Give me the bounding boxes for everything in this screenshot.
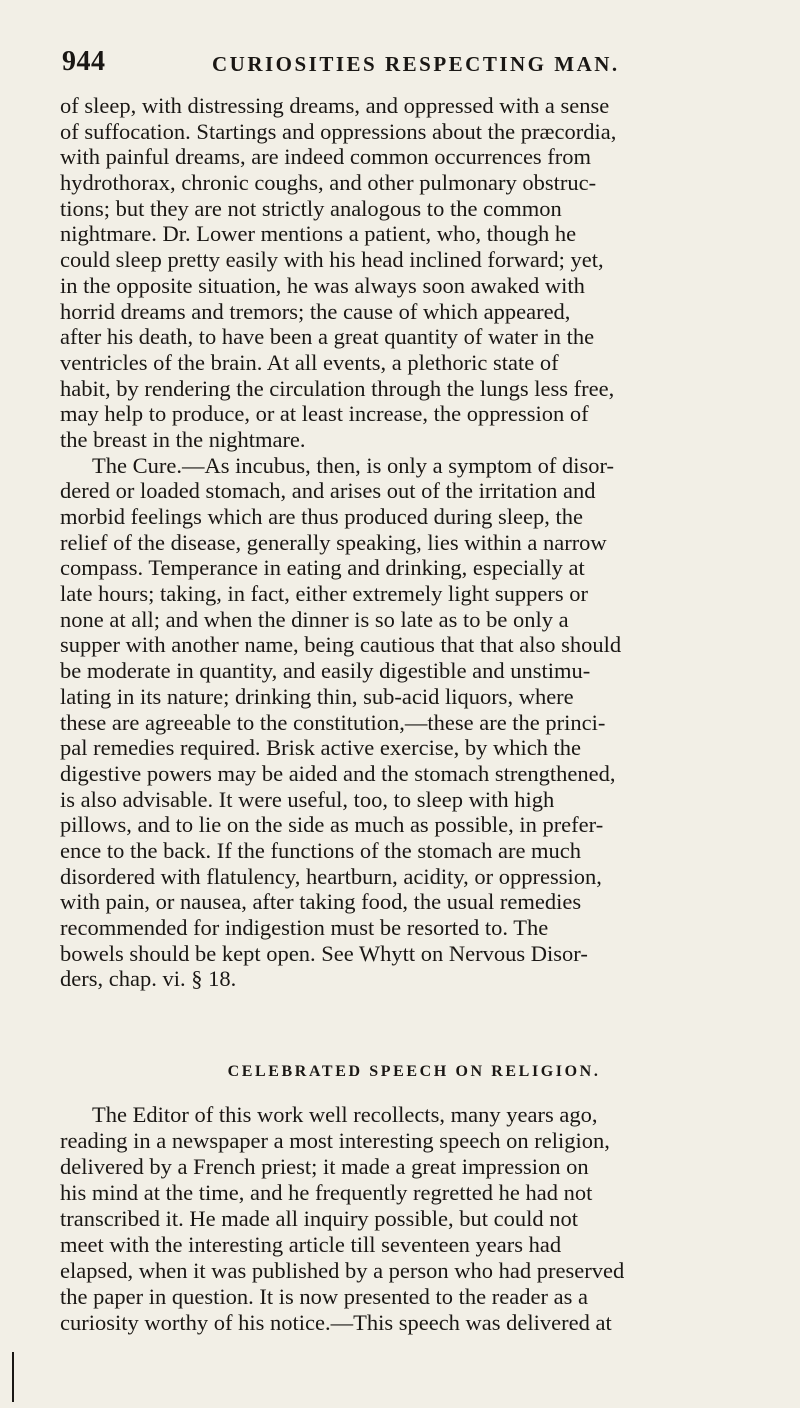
text-line: his mind at the time, and he frequently regretted he had not — [60, 1180, 593, 1206]
nightmare-section — [60, 93, 768, 992]
text-line: meet with the interesting article till seventeen years had — [60, 1232, 562, 1258]
text-line: none at all; and when the dinner is so late as to be only a — [60, 606, 569, 632]
text-line: digestive powers may be aided and the stomach strengthened, — [60, 760, 616, 786]
page-body — [60, 93, 768, 1336]
text-line: hydrothorax, chronic coughs, and other pulmonary obstruc- — [60, 170, 597, 196]
speech-section — [60, 1102, 768, 1336]
page-edge-mark — [12, 1352, 14, 1402]
text-line: after his death, to have been a great quantity of water in the — [60, 324, 595, 350]
text-line: these are agreeable to the constitution,—these are the princi- — [60, 709, 606, 735]
page-number: 944 — [62, 46, 106, 77]
text-line: ders, chap. vi. § 18. — [60, 966, 237, 992]
text-line: transcribed it. He made all inquiry possible, but could not — [60, 1206, 579, 1232]
text-line: habit, by rendering the circulation through the lungs less free, — [60, 375, 615, 401]
text-line: lating in its nature; drinking thin, sub-acid liquors, where — [60, 683, 574, 709]
text-line: the breast in the nightmare. — [60, 426, 306, 452]
text-line: late hours; taking, in fact, either extremely light suppers or — [60, 581, 588, 607]
text-line: disordered with flatulency, heartburn, acidity, or oppression, — [60, 863, 602, 889]
paragraph-start-line: The Cure.—As incubus, then, is only a symptom of disor- — [92, 452, 614, 478]
text-line: ence to the back. If the functions of the stomach are much — [60, 837, 582, 863]
text-line: recommended for indigestion must be resorted to. The — [60, 915, 549, 940]
text-line: pal remedies required. Brisk active exercise, by which the — [60, 735, 582, 761]
running-title: CURIOSITIES RESPECTING MAN. — [212, 52, 620, 76]
text-line: the paper in question. It is now presented to the reader as a — [60, 1284, 588, 1310]
text-line: curiosity worthy of his notice.—This speech was delivered at — [60, 1310, 612, 1336]
text-line: morbid feelings which are thus produced during sleep, the — [60, 504, 583, 529]
text-line: with painful dreams, are indeed common occurrences from — [60, 144, 592, 170]
text-line: may help to produce, or at least increase, the oppression of — [60, 401, 589, 427]
text-line: tions; but they are not strictly analogous to the common — [60, 195, 562, 221]
text-line: pillows, and to lie on the side as much as possible, in prefer- — [60, 812, 604, 838]
text-line: dered or loaded stomach, and arises out of the irritation and — [60, 478, 596, 504]
page-header — [62, 46, 752, 82]
text-line: delivered by a French priest; it made a great impression on — [60, 1154, 589, 1180]
text-line: reading in a newspaper a most interesting speech on religion, — [60, 1128, 610, 1154]
text-line: bowels should be kept open. See Whytt on Nervous Disor- — [60, 940, 588, 966]
text-line: of sleep, with distressing dreams, and oppressed with a sense — [60, 93, 610, 118]
text-line: with pain, or nausea, after taking food, the usual remedies — [60, 889, 582, 915]
text-line: relief of the disease, generally speaking, lies within a narrow — [60, 529, 607, 555]
text-line: be moderate in quantity, and easily digestible and unstimu- — [60, 658, 591, 684]
text-line: horrid dreams and tremors; the cause of which appeared, — [60, 298, 571, 324]
text-line: of suffocation. Startings and oppressions about the præcordia, — [60, 118, 617, 144]
section-heading: CELEBRATED SPEECH ON RELIGION. — [227, 1063, 601, 1081]
text-line: ventricles of the brain. At all events, a plethoric state of — [60, 349, 559, 375]
text-line: compass. Temperance in eating and drinking, especially at — [60, 555, 585, 581]
text-line: nightmare. Dr. Lower mentions a patient, who, though he — [60, 221, 577, 247]
text-line: supper with another name, being cautious that that also should — [60, 632, 622, 658]
text-line: could sleep pretty easily with his head inclined forward; yet, — [60, 247, 604, 273]
text-line: is also advisable. It were useful, too, to sleep with high — [60, 786, 555, 812]
text-line: in the opposite situation, he was always soon awaked with — [60, 272, 585, 298]
paragraph-start-line: The Editor of this work well recollects, many years ago, — [92, 1102, 598, 1128]
text-line: elapsed, when it was published by a person who had preserved — [60, 1258, 625, 1284]
